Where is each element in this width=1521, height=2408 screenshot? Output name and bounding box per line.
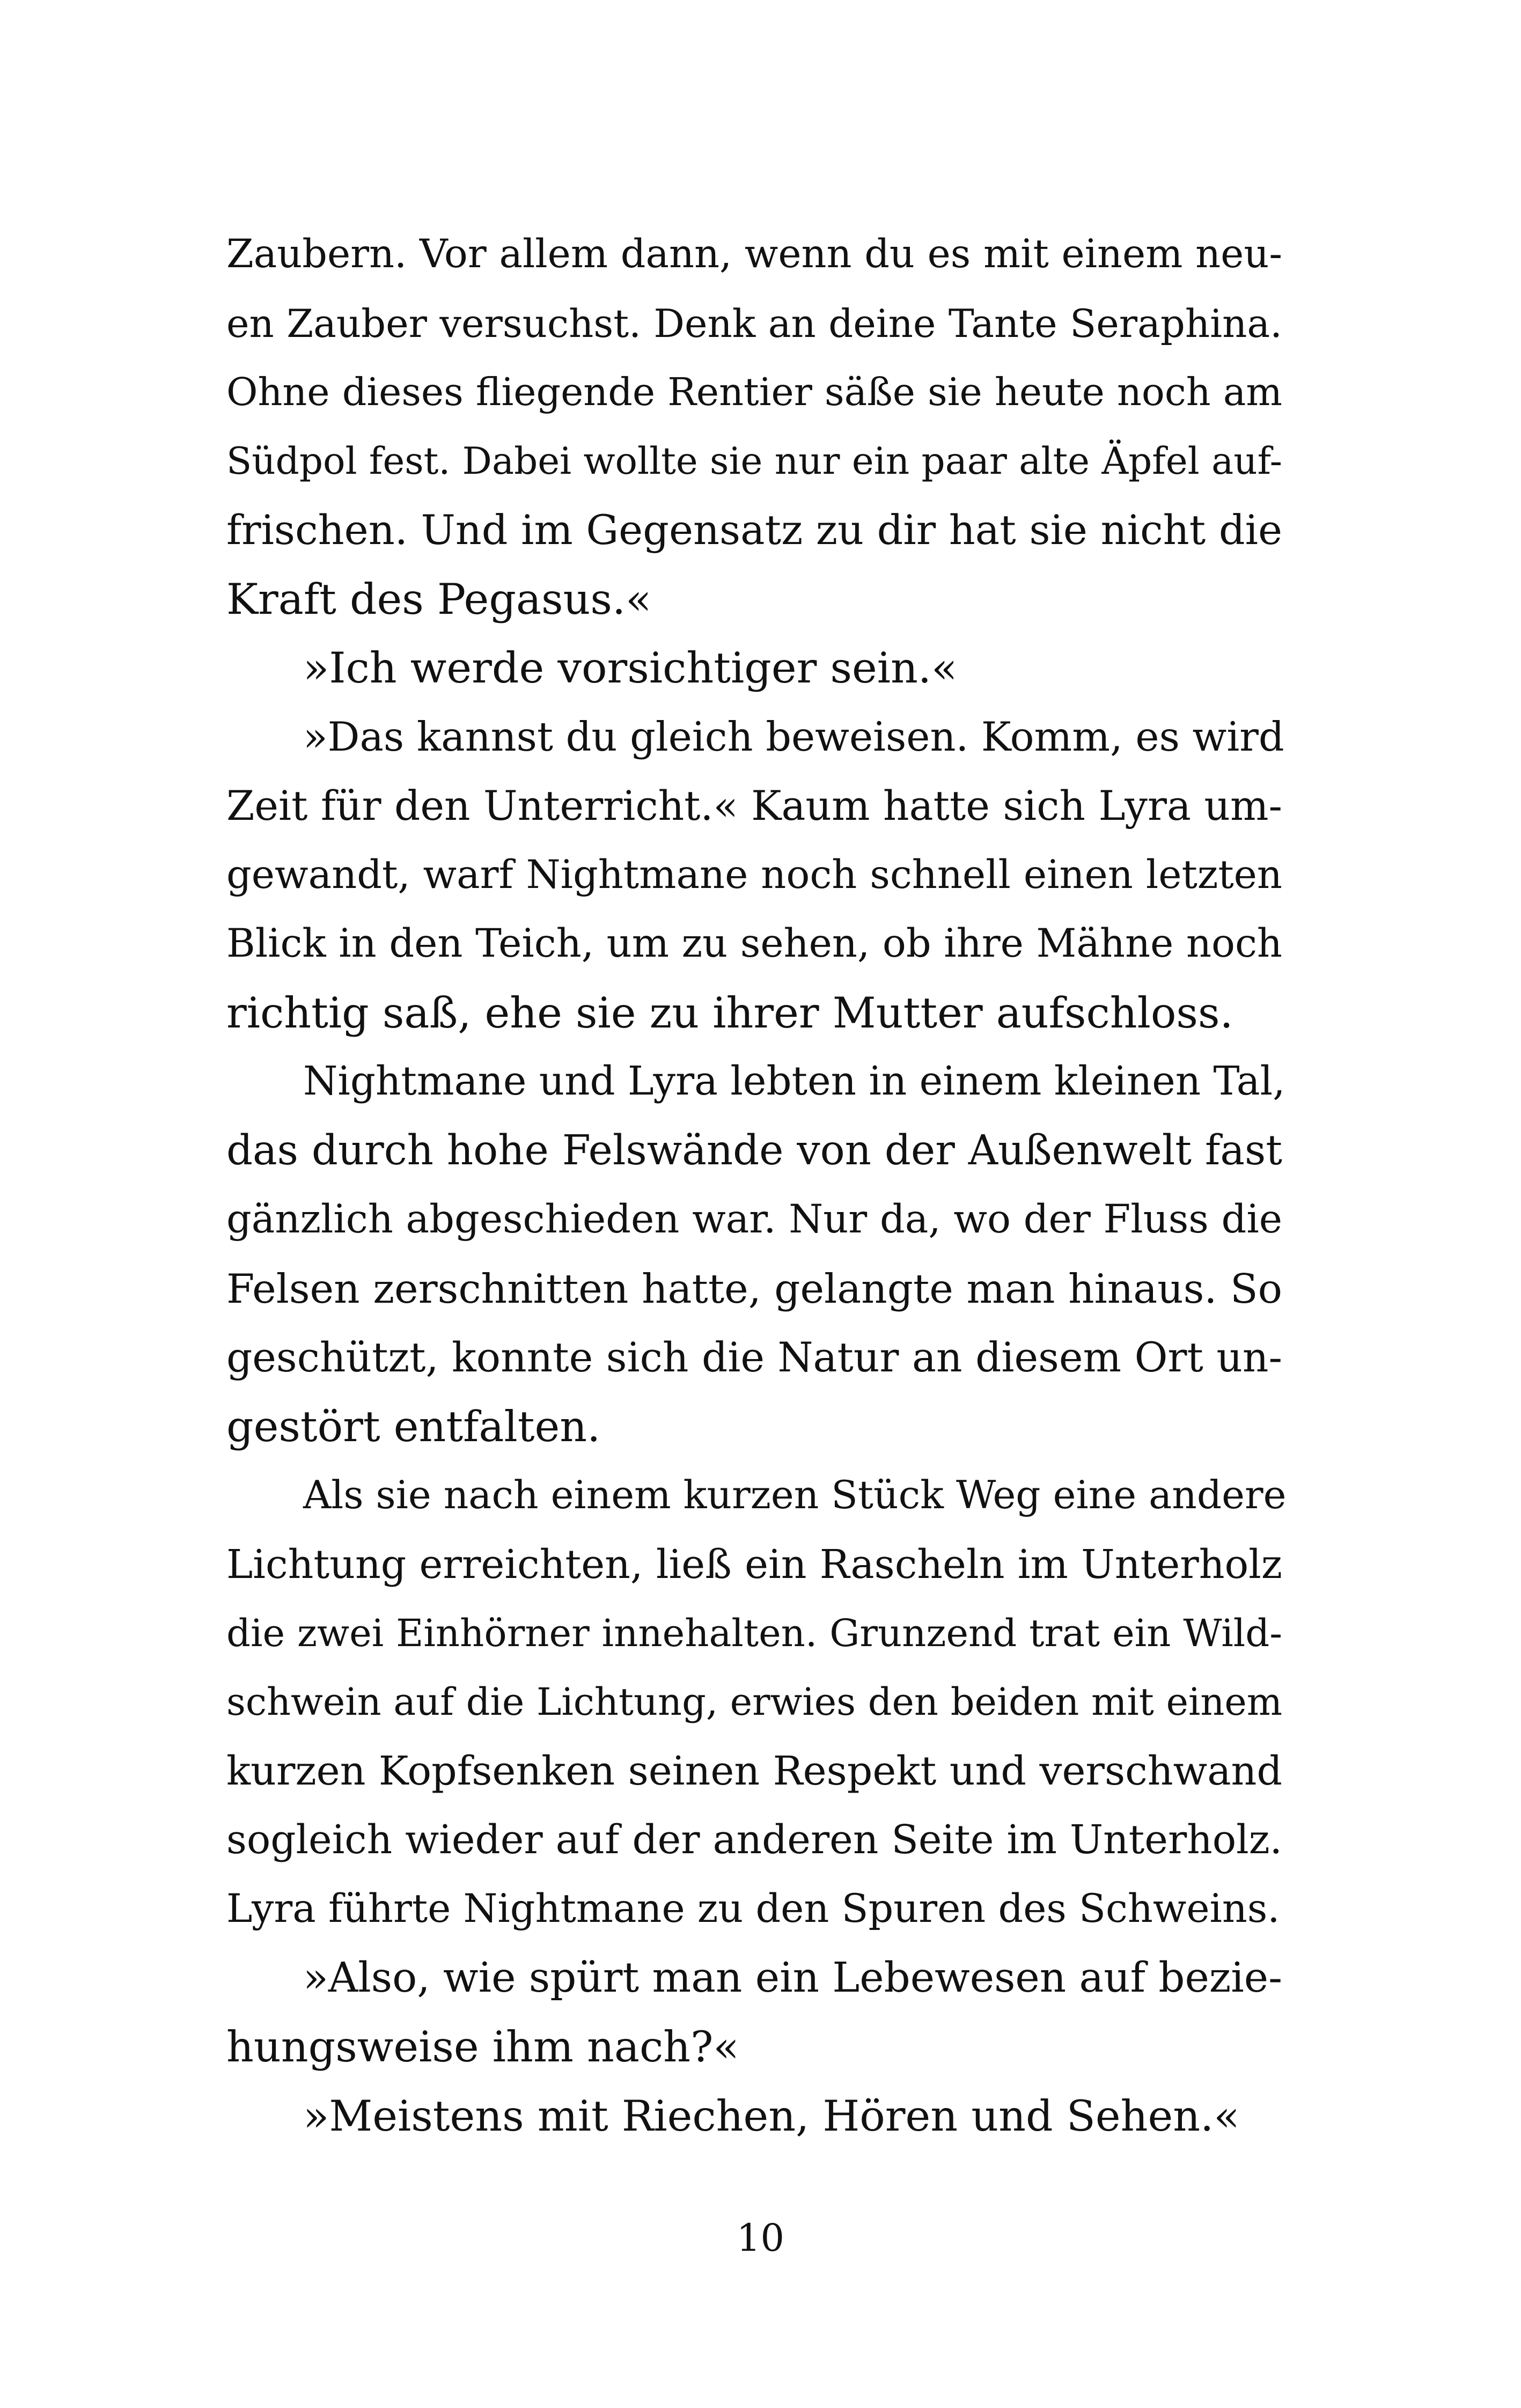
- text-line: Als sie nach einem kurzen Stück Weg eine andere: [303, 1473, 1287, 1518]
- text-line: Zeit für den Unterricht.« Kaum hatte sich Lyra um-: [226, 782, 1282, 829]
- text-line: sogleich wieder auf der anderen Seite im Unterholz.: [226, 1817, 1282, 1863]
- body-text: [226, 220, 1287, 2150]
- text-line: Blick in den Teich, um zu sehen, ob ihre Mähne noch: [226, 921, 1282, 966]
- text-line: Felsen zerschnitten hatte, gelangte man hinaus. So: [226, 1265, 1282, 1312]
- text-line: Ohne dieses fliegende Rentier säße sie heute noch am: [226, 370, 1282, 414]
- text-line: hungsweise ihm nach?«: [226, 2022, 739, 2072]
- text-line: frischen. Und im Gegensatz zu dir hat sie nicht die: [226, 506, 1282, 554]
- page-number: 10: [736, 2216, 785, 2260]
- text-line: gänzlich abgeschieden war. Nur da, wo der Fluss die: [226, 1196, 1282, 1242]
- text-line: richtig saß, ehe sie zu ihrer Mutter aufschloss.: [226, 988, 1233, 1038]
- text-line: en Zauber versuchst. Denk an deine Tante Seraphina.: [226, 300, 1282, 346]
- text-line: kurzen Kopfsenken seinen Respekt und verschwand: [226, 1748, 1282, 1794]
- text-line: Lichtung erreichten, ließ ein Rascheln im Unterholz: [226, 1540, 1282, 1588]
- text-line: gewandt, warf Nightmane noch schnell einen letzten: [226, 851, 1282, 898]
- text-line: Kraft des Pegasus.«: [226, 574, 652, 624]
- text-line: »Ich werde vorsichtiger sein.«: [303, 643, 958, 693]
- text-line: Zaubern. Vor allem dann, wenn du es mit einem neu-: [226, 231, 1282, 277]
- text-line: die zwei Einhörner innehalten. Grunzend trat ein Wild-: [226, 1611, 1282, 1655]
- text-line: geschützt, konnte sich die Natur an diesem Ort un-: [226, 1334, 1282, 1381]
- text-line: Südpol fest. Dabei wollte sie nur ein paar alte Äpfel auf-: [226, 439, 1282, 483]
- text-line: »Also, wie spürt man ein Lebewesen auf bezie-: [303, 1954, 1282, 2002]
- text-line: Nightmane und Lyra lebten in einem kleinen Tal,: [303, 1059, 1285, 1104]
- text-line: »Meistens mit Riechen, Hören und Sehen.«: [303, 2091, 1240, 2141]
- text-line: »Das kannst du gleich beweisen. Komm, es wird: [303, 713, 1284, 760]
- text-line: das durch hohe Felswände von der Außenwelt fast: [226, 1126, 1282, 1174]
- text-line: schwein auf die Lichtung, erwies den beiden mit einem: [226, 1680, 1282, 1724]
- text-line: Lyra führte Nightmane zu den Spuren des Schweins.: [226, 1886, 1280, 1932]
- text-line: gestört entfalten.: [226, 1401, 601, 1451]
